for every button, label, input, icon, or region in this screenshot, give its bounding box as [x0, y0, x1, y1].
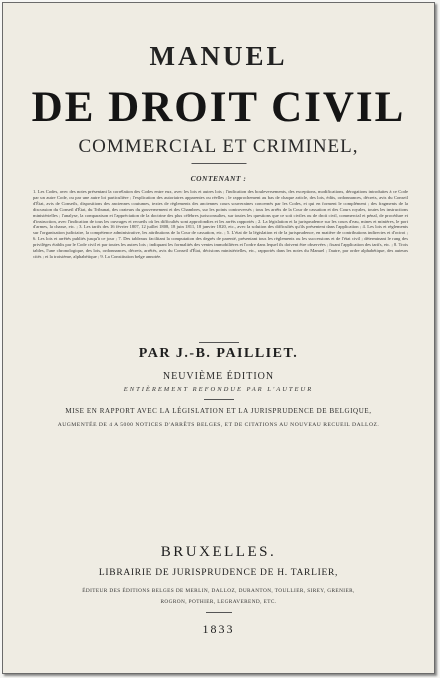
title-line-3: COMMERCIAL ET CRIMINEL,	[78, 136, 359, 157]
edition: NEUVIÈME ÉDITION	[162, 371, 275, 382]
belgian-note-2: AUGMENTÉE DE 4 A 5000 NOTICES D'ARRÊTS BELGES, ET DE CITATIONS AU NOUVEAU RECUEIL DALLOZ.	[57, 422, 380, 428]
contents-label: CONTENANT :	[190, 174, 247, 183]
divider	[206, 612, 232, 613]
belgian-note-1: MISE EN RAPPORT AVEC LA LÉGISLATION ET LA JURISPRUDENCE DE BELGIQUE,	[65, 407, 372, 415]
divider	[191, 163, 246, 164]
title-line-1: MANUEL	[149, 41, 288, 71]
author: PAR J.-B. PAILLIET.	[138, 346, 299, 361]
divider	[204, 399, 234, 400]
city: BRUXELLES.	[160, 544, 277, 560]
contents-body: 1. Les Codes, avec des notes présentant la corrélation des Codes entre eux, avec les lois et autres lois ; l'indication des bouleversements, des exceptions, modifications, dérogations introduites à ce Code par un autre Code, ou par une autre loi particulière ; l'explication des autoriaires apparentes ou réelles ; le rapprochement au bas de chaque article, des lois, édits, ordonnances, décrets, avis du Conseil d'État, avis de Conseils, dispositions des anciennes coutumes, textes de règlements des anciennes cours souveraines concernés par les Codes, et qui en forment le complément ; des fragments de la discussion du Conseil d'État, du Tribunat, des orateurs du gouvernement et des Chambres, sur les points controversés ; tous les arrêts de la Cour de cassation et des Cours royales, toutes les instructions ministérielles ; l'analyse, la comparaison et l'appréciation de la doctrine des plus célèbres jurisconsultes, sur toutes les questions que ce soit civiles ou de droit civil, commercial et pénal, de procédure et d'instruction, avec l'indication de tous les ouvrages et recueils où les difficultés sont approfondies et les arrêts rapportés ; 2. La législation et la jurisprudence sur les cours d'eau, mines et minières, le port d'armes, la chasse, etc. ; 3. Les tarifs des 16 février 1807, 12 juillet 1808, 18 juin 1811, 18 janvier 1820, etc., avec la solution des difficultés qu'ils présentent dans l'application ; 4. Les lois et règlements sur l'organisation judiciaire, la compétence administrative, les attributions de la Cour de cassation, etc. ; 5. L'état de la législation et de la jurisprudence, en matière de contributions indirectes et d'octroi ; 6. Les lois et arrêtés publiés jusqu'à ce jour ; 7. Des tableaux facilitant la computation des degrés de parenté, présentant tous les règlements ou les successions et de l'état civil ; déterminant le rang des privilèges établis par le Code civil et par toutes les autres lois ; indiquant les formalités des ventes immobilières et l'ordre dans lequel ils doivent être observées ; fixant l'application des tarifs, etc. ; 8. Trois tables, l'une chronologique, des lois, ordonnances, décrets, arrêtés, avis du Conseil d'État, décisions ministérielles, etc., rapportés dans les notes du Manuel ; l'autre, par ordre alphabétique, des auteurs cités ; et la troisième, alphabétique ; 9. La Constitution belge annotée.	[33, 189, 408, 259]
divider	[199, 342, 239, 343]
title-line-2: DE DROIT CIVIL	[31, 84, 406, 131]
year: 1833	[202, 622, 235, 636]
title-page	[2, 2, 435, 674]
publisher-note-1: ÉDITEUR DES ÉDITIONS BELGES DE MERLIN, DALLOZ, DURANTON, TOULLIER, SIREY, GRENIER,	[82, 588, 355, 594]
revision-note: ENTIÈREMENT REFONDUE PAR L'AUTEUR	[123, 386, 314, 393]
publisher-note-2: ROGRON, POTHIER, LEGRAVEREND, ETC.	[160, 599, 277, 605]
publisher: LIBRAIRIE DE JURISPRUDENCE DE H. TARLIER,	[98, 568, 339, 578]
